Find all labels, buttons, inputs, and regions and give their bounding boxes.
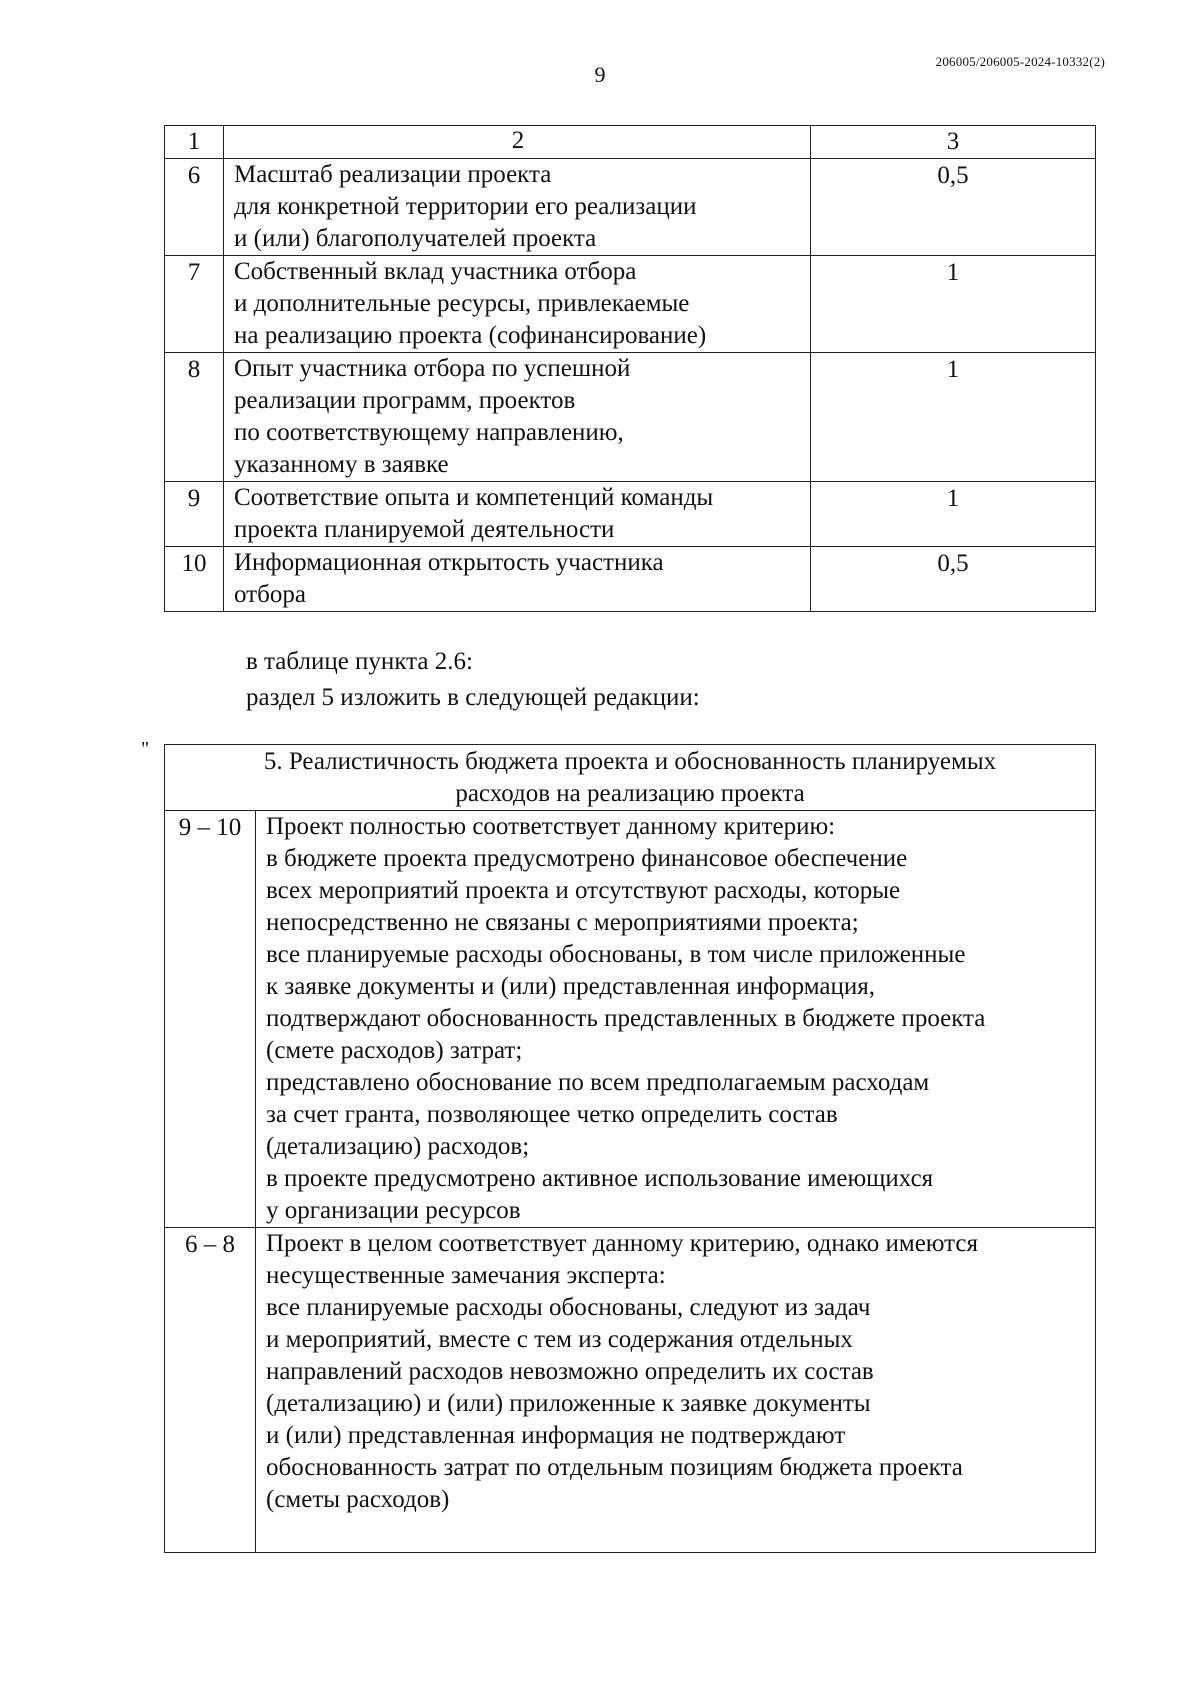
opening-quote-mark: " (141, 738, 150, 760)
table-row (165, 482, 1096, 547)
intro-line: раздел 5 изложить в следующей редакции: (246, 684, 700, 711)
score-description (256, 1228, 1096, 1553)
score-description-line: за счет гранта, позволяющее четко определить состав (266, 1101, 838, 1128)
intro-line: в таблице пункта 2.6: (246, 648, 473, 675)
score-description-line: к заявке документы и (или) представленная информация, (266, 973, 876, 1000)
criteria-table (164, 125, 1096, 612)
score-description-line: (детализацию) расходов; (266, 1133, 530, 1160)
criterion-name (224, 353, 811, 482)
score-description-line: обоснованность затрат по отдельным позициям бюджета проекта (266, 1454, 963, 1481)
score-description-line: все планируемые расходы обоснованы, следуют из задач (266, 1294, 871, 1321)
criterion-name-line: указанному в заявке (234, 451, 449, 478)
criterion-name (224, 482, 811, 547)
criterion-number: 9 (165, 482, 224, 547)
criterion-name (224, 547, 811, 612)
table-row (165, 353, 1096, 482)
score-description-line: подтверждают обоснованность представленных в бюджете проекта (266, 1005, 986, 1032)
header-col-3: 3 (811, 126, 1096, 159)
table-header-row (165, 126, 1096, 159)
criterion-name-line: реализации программ, проектов (234, 387, 576, 414)
score-description-line: (сметы расходов) (266, 1486, 450, 1513)
table-row (165, 547, 1096, 612)
criterion-name (224, 159, 811, 256)
criterion-name-line: Опыт участника отбора по успешной (234, 355, 631, 382)
page-number: 9 (594, 62, 606, 87)
criterion-name-line: Соответствие опыта и компетенций команды (234, 484, 714, 511)
score-description-line: несущественные замечания эксперта: (266, 1262, 666, 1289)
score-description-line: все планируемые расходы обоснованы, в том числе приложенные (266, 941, 966, 968)
score-description-line: (смете расходов) затрат; (266, 1037, 523, 1064)
score-range: 9 – 10 (165, 811, 256, 1228)
criterion-number: 6 (165, 159, 224, 256)
table-row (165, 159, 1096, 256)
score-description-line: непосредственно не связаны с мероприятиями проекта; (266, 909, 859, 936)
criterion-name-line: Масштаб реализации проекта (234, 161, 552, 188)
score-description-line: у организации ресурсов (266, 1197, 521, 1224)
criterion-weight: 1 (811, 482, 1096, 547)
header-col-2: 2 (224, 126, 811, 159)
criterion-weight: 0,5 (811, 159, 1096, 256)
section-title-row (165, 745, 1096, 811)
criterion-name-line: отбора (234, 581, 306, 608)
criterion-name (224, 256, 811, 353)
criterion-number: 10 (165, 547, 224, 612)
criterion-name-line: и (или) благополучателей проекта (234, 225, 597, 252)
score-description (256, 811, 1096, 1228)
criterion-number: 8 (165, 353, 224, 482)
section-title (165, 745, 1096, 811)
amendment-intro (246, 644, 700, 716)
score-description-line: представлено обоснование по всем предполагаемым расходам (266, 1069, 930, 1096)
budget-criterion-table (164, 744, 1096, 1553)
criterion-weight: 1 (811, 256, 1096, 353)
criterion-name-line: по соответствующему направлению, (234, 419, 624, 446)
score-description-line: в бюджете проекта предусмотрено финансовое обеспечение (266, 845, 908, 872)
criterion-weight: 1 (811, 353, 1096, 482)
table-row (165, 256, 1096, 353)
score-range: 6 – 8 (165, 1228, 256, 1553)
score-description-line: (детализацию) и (или) приложенные к заявке документы (266, 1390, 871, 1417)
criterion-name-line: Собственный вклад участника отбора (234, 258, 637, 285)
criterion-name-line: проекта планируемой деятельности (234, 516, 615, 543)
score-description-line: и мероприятий, вместе с тем из содержания отдельных (266, 1326, 853, 1353)
criterion-weight: 0,5 (811, 547, 1096, 612)
score-description-line: и (или) представленная информация не подтверждают (266, 1422, 846, 1449)
score-row (165, 811, 1096, 1228)
criterion-name-line: Информационная открытость участника (234, 549, 664, 576)
criterion-name-line: на реализацию проекта (софинансирование) (234, 322, 707, 349)
section-title-line: расходов на реализацию проекта (455, 780, 805, 807)
score-description-line: всех мероприятий проекта и отсутствуют расходы, которые (266, 877, 901, 904)
score-description-line: Проект в целом соответствует данному критерию, однако имеются (266, 1230, 978, 1257)
header-col-1: 1 (165, 126, 224, 159)
score-description-line: в проекте предусмотрено активное использование имеющихся (266, 1165, 934, 1192)
document-id: 206005/206005-2024-10332(2) (935, 54, 1105, 69)
criterion-name-line: и дополнительные ресурсы, привлекаемые (234, 290, 690, 317)
criterion-name-line: для конкретной территории его реализации (234, 193, 697, 220)
score-description-line: направлений расходов невозможно определить их состав (266, 1358, 874, 1385)
criterion-number: 7 (165, 256, 224, 353)
section-title-line: 5. Реалистичность бюджета проекта и обоснованность планируемых (263, 748, 997, 775)
score-description-line: Проект полностью соответствует данному критерию: (266, 813, 836, 840)
score-row (165, 1228, 1096, 1553)
